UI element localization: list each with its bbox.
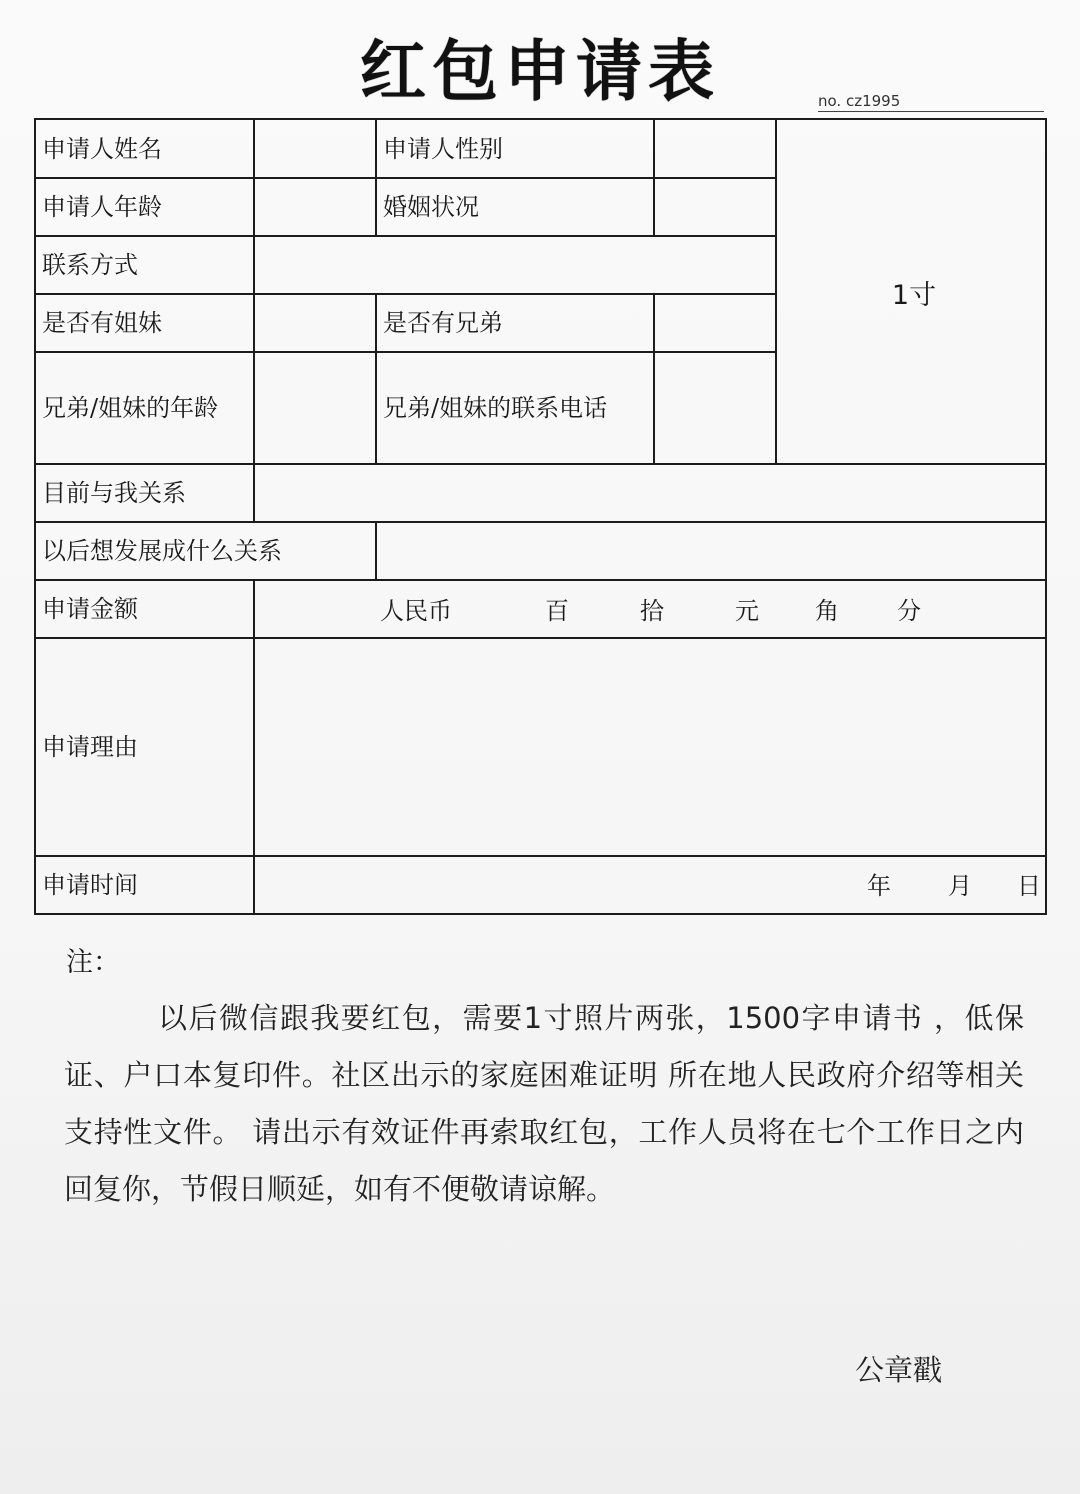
sibling-phone-label: 兄弟/姐妹的联系电话 [375, 351, 655, 465]
contact-field[interactable] [253, 235, 777, 295]
sibling-age-field[interactable] [253, 351, 377, 465]
note-body: 以后微信跟我要红包，需要1寸照片两张，1500字申请书 ，低保证、户口本复印件。社区出示的家庭困难证明 所在地人民政府介绍等相关支持性文件。 请出示有效证件再索取红包，工作人员将在七个工作日之内回复你，节假日顺延，如有不便敬请谅解。 [64, 1001, 1024, 1206]
official-stamp-label: 公章戳 [855, 1353, 943, 1387]
time-label: 申请时间 [34, 855, 255, 915]
sibling-age-label: 兄弟/姐妹的年龄 [34, 351, 255, 465]
has-brothers-label: 是否有兄弟 [375, 293, 655, 353]
applicant-name-field[interactable] [253, 118, 377, 179]
amount-field[interactable] [253, 579, 1047, 639]
applicant-age-label: 申请人年龄 [34, 177, 255, 237]
reason-field[interactable] [253, 637, 1047, 857]
yuan-unit: 元 [735, 597, 759, 625]
applicant-age-field[interactable] [253, 177, 377, 237]
marital-status-field[interactable] [653, 177, 777, 237]
applicant-gender-field[interactable] [653, 118, 777, 179]
has-sisters-label: 是否有姐妹 [34, 293, 255, 353]
future-relation-label: 以后想发展成什么关系 [34, 521, 377, 581]
month-unit: 月 [948, 872, 972, 900]
currency-label: 人民币 [380, 597, 452, 625]
future-relation-field[interactable] [375, 521, 1047, 581]
ten-unit: 拾 [640, 597, 664, 625]
photo-box[interactable] [775, 118, 1047, 465]
year-unit: 年 [867, 872, 891, 900]
hundred-unit: 百 [545, 597, 569, 625]
jiao-unit: 角 [815, 597, 839, 625]
current-relation-label: 目前与我关系 [34, 463, 255, 523]
contact-label: 联系方式 [34, 235, 255, 295]
serial-number: no. cz1995 [818, 92, 1044, 112]
amount-label: 申请金额 [34, 579, 255, 639]
time-field[interactable] [253, 855, 1047, 915]
note-heading: 注： [66, 947, 120, 978]
reason-label: 申请理由 [34, 637, 255, 857]
current-relation-field[interactable] [253, 463, 1047, 523]
has-brothers-field[interactable] [653, 293, 777, 353]
fen-unit: 分 [897, 597, 921, 625]
sibling-phone-field[interactable] [653, 351, 777, 465]
applicant-gender-label: 申请人性别 [375, 118, 655, 179]
form-title: 红包申请表 [360, 32, 720, 110]
marital-status-label: 婚姻状况 [375, 177, 655, 237]
applicant-name-label: 申请人姓名 [34, 118, 255, 179]
day-unit: 日 [1017, 872, 1041, 900]
photo-size-label: 1寸 [891, 280, 937, 311]
has-sisters-field[interactable] [253, 293, 377, 353]
